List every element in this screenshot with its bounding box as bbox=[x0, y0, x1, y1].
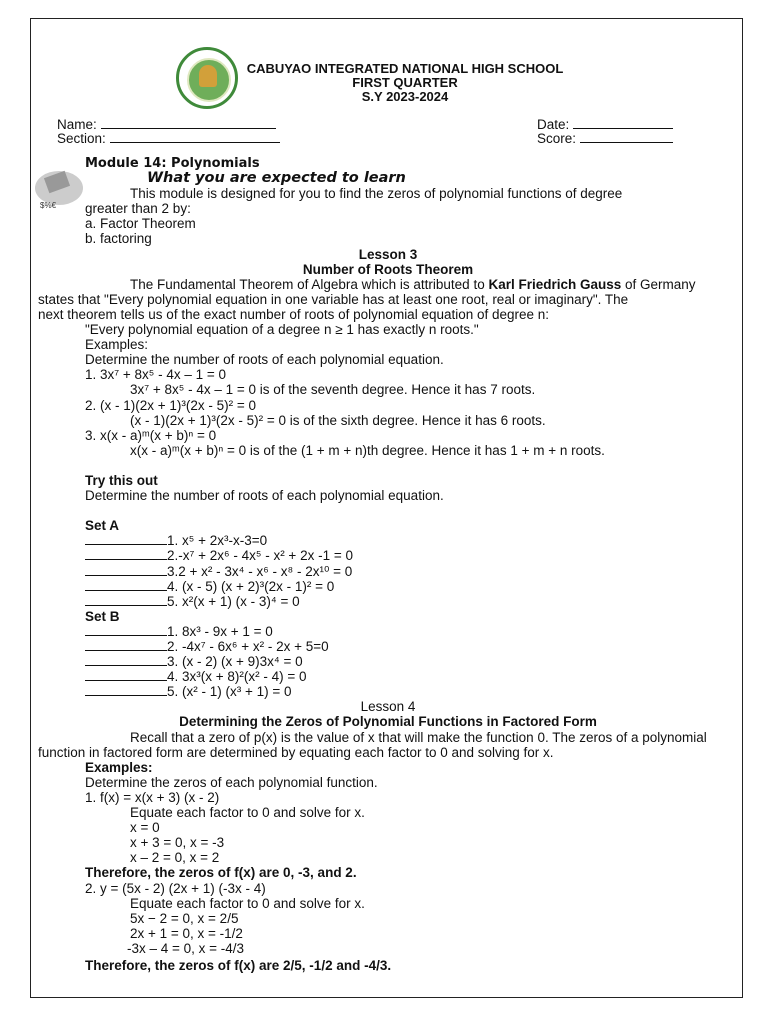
lesson-title: Number of Roots Theorem bbox=[302, 261, 474, 277]
module-subtitle: What you are expected to learn bbox=[147, 170, 406, 187]
school-year: S.Y 2023-2024 bbox=[361, 89, 449, 104]
solution-step: Equate each factor to 0 and solve for x. bbox=[130, 805, 365, 821]
paragraph bbox=[38, 277, 738, 292]
paragraph: Recall that a zero of p(x) is the value of x that will make the function 0. The zeros of a polynomial bbox=[130, 729, 707, 745]
question-row bbox=[38, 594, 738, 609]
question: 3. (x - 2) (x + 9)3x⁴ = 0 bbox=[167, 654, 303, 670]
lesson-title: Determining the Zeros of Polynomial Functions in Factored Form bbox=[179, 714, 597, 730]
solution-step: Equate each factor to 0 and solve for x. bbox=[130, 895, 365, 911]
paragraph: function in factored form are determined by equating each factor to 0 and solving for x. bbox=[38, 744, 554, 760]
set-a-label: Set A bbox=[85, 518, 120, 534]
examples-label: Examples: bbox=[85, 337, 149, 353]
answer-blank[interactable] bbox=[85, 684, 167, 696]
question-row bbox=[38, 533, 738, 548]
answer-blank[interactable] bbox=[85, 579, 167, 591]
solution-step: -3x – 4 = 0, x = -4/3 bbox=[127, 940, 245, 956]
answer-blank[interactable] bbox=[85, 654, 167, 666]
module-title: Module 14: Polynomials bbox=[85, 156, 260, 171]
answer-blank[interactable] bbox=[85, 639, 167, 651]
score-field[interactable] bbox=[537, 131, 673, 146]
example-answer: x(x - a)ᵐ(x + b)ⁿ = 0 is of the (1 + m + n)th degree. Hence it has 1 + m + n roots. bbox=[130, 442, 605, 458]
answer-blank[interactable] bbox=[85, 564, 167, 576]
question: 2.-x⁷ + 2x⁶ - 4x⁵ - x² + 2x -1 = 0 bbox=[167, 548, 353, 564]
question-row bbox=[38, 654, 738, 669]
answer-blank[interactable] bbox=[85, 669, 167, 681]
solution-step: x – 2 = 0, x = 2 bbox=[130, 850, 220, 866]
conclusion: Therefore, the zeros of f(x) are 2/5, -1/2 and -4/3. bbox=[85, 957, 392, 973]
section-label: Section: bbox=[57, 131, 106, 146]
score-label: Score: bbox=[537, 131, 577, 146]
lesson-label: Lesson 4 bbox=[360, 699, 416, 715]
instructions: Determine the number of roots of each polynomial equation. bbox=[85, 488, 444, 504]
question-row bbox=[38, 669, 738, 684]
question-row bbox=[38, 624, 738, 639]
question: 4. (x - 5) (x + 2)³(2x - 1)² = 0 bbox=[167, 578, 335, 594]
example-answer: 3x⁷ + 8x⁵ - 4x – 1 = 0 is of the seventh degree. Hence it has 7 roots. bbox=[130, 382, 536, 398]
question: 2. -4x⁷ - 6x⁶ + x² - 2x + 5=0 bbox=[167, 639, 329, 654]
name-label: Name: bbox=[57, 117, 97, 132]
instructions: Determine the zeros of each polynomial function. bbox=[85, 774, 378, 790]
list-item: b. factoring bbox=[85, 231, 152, 247]
paragraph: states that "Every polynomial equation in one variable has at least one root, real or imaginary". The bbox=[38, 291, 629, 307]
example-answer: (x - 1)(2x + 1)³(2x - 5)² = 0 is of the sixth degree. Hence it has 6 roots. bbox=[130, 412, 546, 428]
solution-step: 2x + 1 = 0, x = -1/2 bbox=[130, 925, 243, 941]
intro-text: This module is designed for you to find the zeros of polynomial functions of degree bbox=[130, 186, 623, 202]
answer-blank[interactable] bbox=[85, 533, 167, 545]
examples-label: Examples: bbox=[85, 759, 153, 775]
question: 5. (x² - 1) (x³ + 1) = 0 bbox=[167, 684, 292, 700]
solution-step: x = 0 bbox=[130, 820, 160, 836]
question-row bbox=[38, 579, 738, 594]
answer-blank[interactable] bbox=[85, 548, 167, 560]
gauss-name: Karl Friedrich Gauss bbox=[488, 276, 622, 292]
set-b-label: Set B bbox=[85, 608, 120, 624]
answer-blank[interactable] bbox=[85, 624, 167, 636]
paragraph: next theorem tells us of the exact number of roots of polynomial equation of degree n: bbox=[38, 306, 550, 322]
svg-text:$%€: $%€ bbox=[40, 201, 57, 210]
example-function: 1. f(x) = x(x + 3) (x - 2) bbox=[85, 789, 220, 805]
solution-step: x + 3 = 0, x = -3 bbox=[130, 835, 225, 851]
question: 1. x⁵ + 2x³-x-3=0 bbox=[167, 533, 268, 549]
question-row bbox=[38, 548, 738, 563]
solution-step: 5x − 2 = 0, x = 2/5 bbox=[130, 910, 239, 926]
try-title: Try this out bbox=[85, 472, 158, 488]
list-item: a. Factor Theorem bbox=[85, 216, 196, 232]
quarter: FIRST QUARTER bbox=[352, 75, 458, 90]
intro-text: greater than 2 by: bbox=[85, 201, 191, 217]
question: 5. x²(x + 1) (x - 3)⁴ = 0 bbox=[167, 593, 300, 609]
theorem-quote: "Every polynomial equation of a degree n ≥ 1 has exactly n roots." bbox=[85, 322, 479, 338]
question-row bbox=[38, 564, 738, 579]
question-row bbox=[38, 684, 738, 699]
date-field[interactable] bbox=[537, 117, 673, 132]
example-equation: 2. (x - 1)(2x + 1)³(2x - 5)² = 0 bbox=[85, 397, 257, 413]
question: 4. 3x³(x + 8)²(x² - 4) = 0 bbox=[167, 669, 307, 685]
text: The Fundamental Theorem of Algebra which is attributed to bbox=[130, 276, 489, 292]
date-label: Date: bbox=[537, 117, 570, 132]
question-row bbox=[38, 639, 738, 654]
instructions: Determine the number of roots of each polynomial equation. bbox=[85, 352, 444, 368]
example-equation: 3. x(x - a)ᵐ(x + b)ⁿ = 0 bbox=[85, 427, 217, 443]
question: 3.2 + x² - 3x⁴ - x⁶ - x⁸ - 2x¹⁰ = 0 bbox=[167, 563, 353, 579]
example-function: 2. y = (5x - 2) (2x + 1) (-3x - 4) bbox=[85, 880, 266, 896]
answer-blank[interactable] bbox=[85, 594, 167, 606]
school-name: CABUYAO INTEGRATED NATIONAL HIGH SCHOOL bbox=[246, 61, 564, 76]
conclusion: Therefore, the zeros of f(x) are 0, -3, and 2. bbox=[85, 865, 357, 881]
name-field[interactable] bbox=[57, 117, 276, 132]
example-equation: 1. 3x⁷ + 8x⁵ - 4x – 1 = 0 bbox=[85, 367, 227, 383]
text: of Germany bbox=[621, 276, 696, 292]
lesson-label: Lesson 3 bbox=[358, 246, 418, 262]
question: 1. 8x³ - 9x + 1 = 0 bbox=[167, 623, 273, 639]
section-field[interactable] bbox=[57, 131, 280, 146]
